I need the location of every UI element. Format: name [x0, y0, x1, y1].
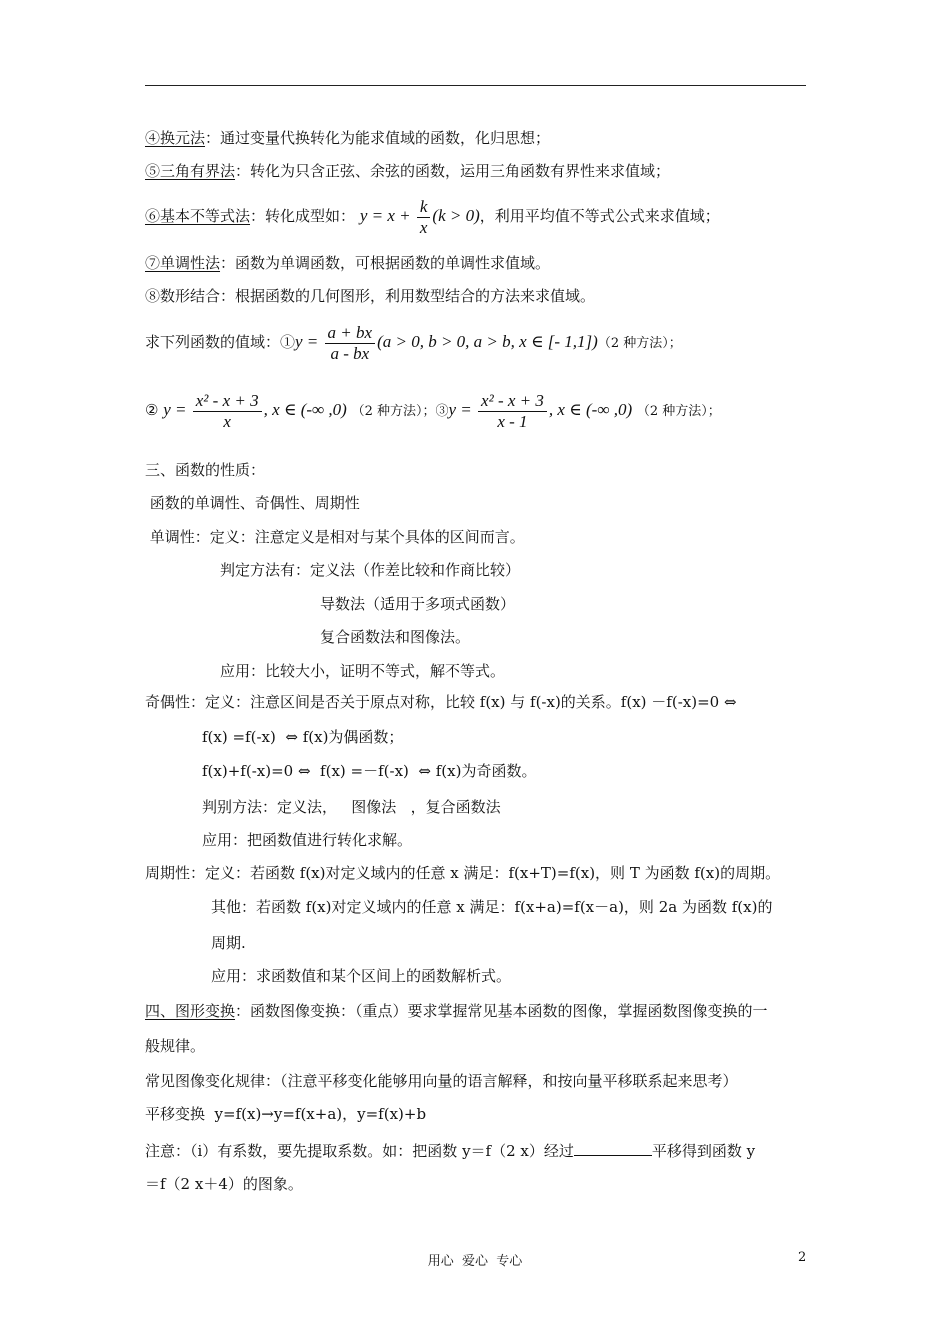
formula-left: y =: [295, 332, 323, 351]
line-exercise-1: [145, 320, 682, 366]
exercise-note: （2 种方法）；: [597, 336, 682, 351]
formula-condition: (a > 0, b > 0, a > b, x ∈ [- 1,1]): [377, 332, 598, 351]
formula-left: y = x +: [359, 206, 415, 225]
page-number: 2: [798, 1250, 807, 1265]
text-line: 单调性：定义：注意定义是相对与某个具体的区间而言。: [145, 528, 525, 546]
method-title: ⑥基本不等式法: [145, 207, 251, 225]
method-desc: ：转化成型如：: [250, 207, 356, 225]
method-desc-tail: ，利用平均值不等式公式来求值域；: [479, 207, 720, 225]
line-monotonic-method: [145, 253, 550, 273]
line-inequality-method: [145, 194, 720, 238]
formula-condition: (k > 0): [432, 206, 480, 225]
exercise-label: ②: [145, 401, 159, 419]
line-note: [145, 1139, 755, 1161]
text-segment: 注意：（ⅰ）有系数，要先提取系数。如：把函数 y＝f（2 x）经过: [145, 1142, 574, 1160]
method-desc: ：函数为单调函数，可根据函数的单调性求值域。: [220, 254, 551, 272]
formula-fraction: [325, 323, 376, 364]
formula-condition: , x ∈ (-∞ ,0): [548, 400, 633, 419]
fraction-denominator: x: [419, 217, 428, 237]
method-title: ④换元法: [145, 129, 206, 147]
line-graph-transform: [145, 1001, 768, 1021]
fraction-denominator: a - bx: [330, 343, 370, 363]
method-title: ⑤三角有界法: [145, 162, 236, 180]
text-line: 判别方法：定义法， 图像法 ，复合函数法: [202, 798, 501, 816]
answer-blank: [574, 1139, 652, 1156]
text-line: 周期.: [211, 934, 246, 952]
exercise-note: （2 种方法）；: [636, 404, 721, 419]
formula-left: y =: [448, 400, 477, 419]
formula-fraction: [478, 391, 547, 432]
text-line: 常见图像变化规律：（注意平移变化能够用向量的语言解释，和按向量平移联系起来思考）: [145, 1072, 738, 1090]
header-rule: [145, 85, 806, 86]
method-title: ⑦单调性法: [145, 254, 221, 272]
exercise-note: （2 种方法）；③: [351, 404, 449, 419]
fraction-denominator: x - 1: [497, 411, 528, 431]
formula-fraction: [417, 197, 431, 238]
text-line: ：函数图像变换：（重点）要求掌握常见基本函数的图像，掌握函数图像变换的一: [235, 1002, 768, 1020]
text-line: 函数的单调性、奇偶性、周期性: [145, 494, 360, 512]
exercise-label: 求下列函数的值域：①: [145, 333, 296, 351]
fraction-numerator: a + bx: [325, 323, 376, 344]
formula-left: y =: [163, 400, 191, 419]
text-segment: 平移得到函数 y: [651, 1142, 756, 1160]
section-heading-transform: 四、图形变换: [145, 1002, 236, 1020]
text-line: 导数法（适用于多项式函数）: [320, 595, 516, 613]
fraction-denominator: x: [223, 411, 231, 431]
formula-fraction: [193, 391, 262, 432]
line-exercise-2-3: [145, 388, 721, 434]
fraction-numerator: k: [417, 197, 431, 218]
text-line: 周期性：定义：若函数 f(x)对定义域内的任意 x 满足：f(x+T)=f(x)，则 T 为函数 f(x)的周期。: [145, 864, 781, 882]
text-line: 应用：把函数值进行转化求解。: [202, 831, 413, 849]
section-heading-properties: 三、函数的性质：: [145, 461, 266, 479]
method-desc: ：通过变量代换转化为能求值域的函数，化归思想；: [205, 129, 551, 147]
text-line: 复合函数法和图像法。: [320, 628, 471, 646]
line-substitution-method: [145, 128, 550, 148]
text-line: 奇偶性：定义：注意区间是否关于原点对称，比较 f(x) 与 f(-x)的关系。f(x) －f(-x)=0 ⇔: [145, 693, 737, 711]
text-line: 其他：若函数 f(x)对定义域内的任意 x 满足：f(x+a)=f(x－a)，则 2a 为函数 f(x)的: [211, 898, 773, 916]
text-line: 应用：求函数值和某个区间上的函数解析式。: [211, 967, 512, 985]
line-graphical-method: ⑧数形结合：根据函数的几何图形，利用数型结合的方法来求值域。: [145, 287, 596, 305]
text-line: 应用：比较大小，证明不等式，解不等式。: [220, 662, 506, 680]
text-line: f(x) =f(-x) ⇔ f(x)为偶函数；: [202, 728, 404, 746]
formula-condition: , x ∈ (-∞ ,0): [263, 400, 347, 419]
text-line: 平移变换 y=f(x)→y=f(x+a)，y=f(x)+b: [145, 1105, 427, 1123]
fraction-numerator: x² - x + 3: [193, 391, 262, 412]
text-line: 判定方法有：定义法（作差比较和作商比较）: [220, 561, 521, 579]
fraction-numerator: x² - x + 3: [478, 391, 547, 412]
text-line: ＝f（2 x＋4）的图象。: [145, 1175, 303, 1193]
line-trig-bound-method: [145, 161, 670, 181]
text-line: 般规律。: [145, 1037, 206, 1055]
text-line: f(x)+f(-x)=0 ⇔ f(x) =－f(-x) ⇔ f(x)为奇函数。: [202, 762, 537, 780]
method-desc: ：转化为只含正弦、余弦的函数，运用三角函数有界性来求值域；: [235, 162, 671, 180]
footer-text: 用心 爱心 专心: [427, 1254, 523, 1269]
